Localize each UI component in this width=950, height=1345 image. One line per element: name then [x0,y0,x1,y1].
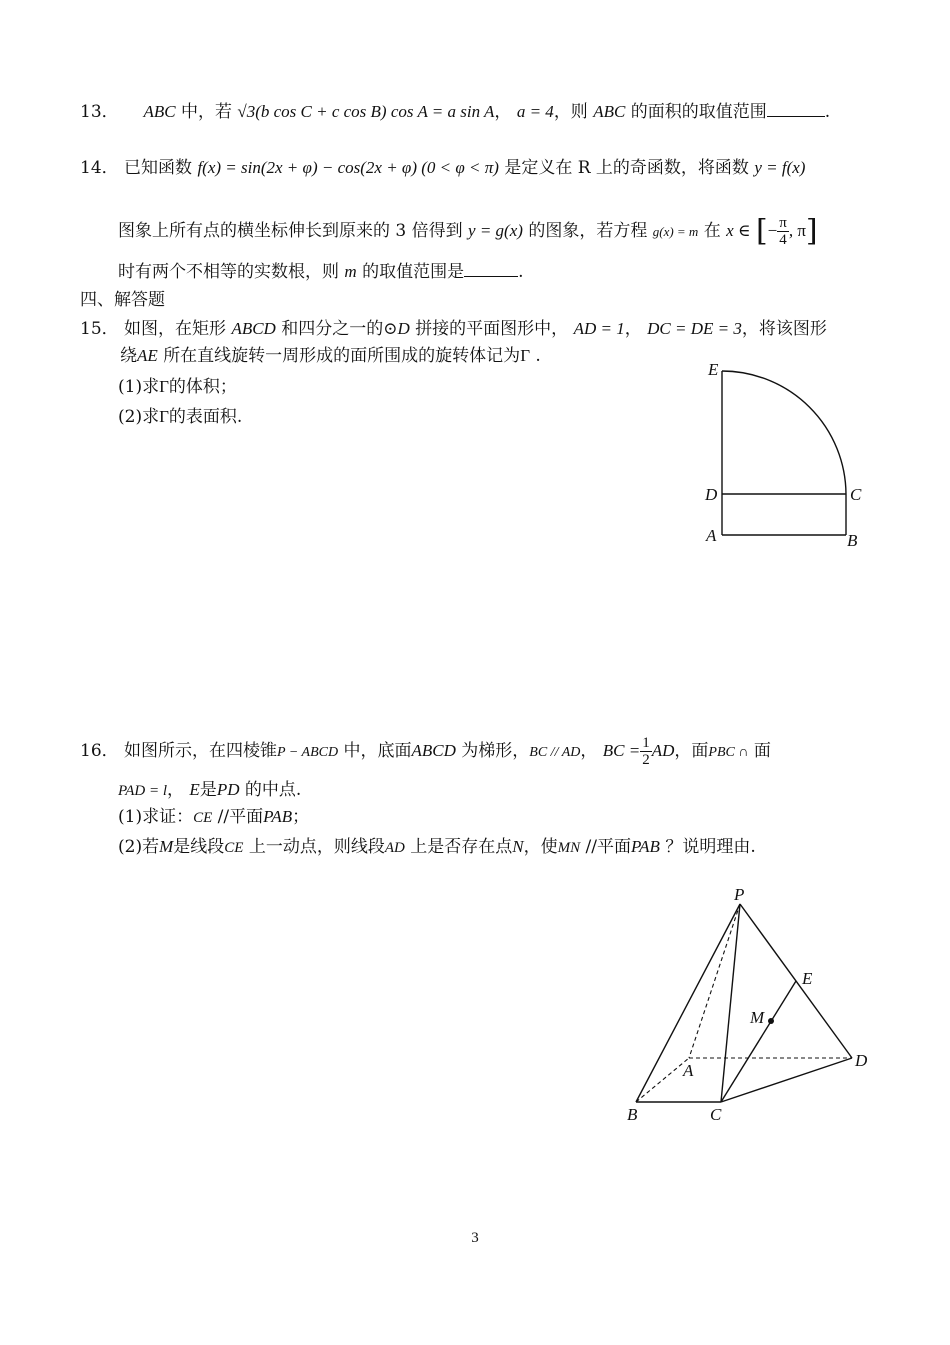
fraction-one-half [640,735,652,768]
math-gamma: Γ [159,407,169,426]
question-text: 如图所示，在四棱锥 [124,741,278,761]
math-gx-m: g(x) = m [652,224,699,239]
punctuation: . [535,346,541,366]
math-bc-parallel-ad: BC // AD [529,745,581,760]
label-d: D [855,1051,868,1070]
math-equation: √3(b cos C + c cos B) cos A = a sin A [237,102,495,121]
question-number: 13． [80,102,119,122]
math-abcd: ABCD [411,741,456,760]
fraction-pi-over-4 [777,215,789,248]
edge-ba-hidden [636,1058,689,1102]
question-text: 如图，在矩形 [124,319,227,339]
label-p: P [734,885,745,904]
math-bc-equals: BC = [602,741,641,760]
question-16-part-1 [118,806,309,829]
question-13 [80,100,830,123]
math-ad: AD [384,840,405,856]
question-text: ，将该图形 [741,319,827,339]
question-text: 的体积； [168,377,237,397]
fraction-numerator: 1 [642,735,650,751]
question-text: 面 [753,741,771,761]
label-a: A [683,1061,694,1080]
question-text: //平面 [585,837,631,857]
math-triangle-abc: ABC [143,102,176,121]
punctuation: ； [292,807,310,827]
math-y-fx: y = f(x) [754,158,806,177]
edge-cd [721,1058,852,1102]
arc-ec [722,371,846,494]
question-text: 在 [703,221,721,241]
math-a-value: a = 4 [516,102,554,121]
question-16-part-2 [118,836,756,859]
math-e: E [189,780,200,799]
answer-blank [767,100,825,117]
question-text: 是 [199,780,217,800]
question-14-line-2 [118,215,818,248]
question-15-part-1 [118,376,237,398]
math-ae: AE [137,346,158,365]
math-n: N [512,837,524,856]
question-text: //平面 [217,807,264,827]
math-mn: MN [557,840,581,856]
point-m [768,1018,774,1024]
punctuation: ， [580,741,598,761]
question-text: 拼接的平面图形中， [415,319,569,339]
math-pbc-cap: PBC ∩ [708,745,749,760]
bracket-left: [ [755,213,768,249]
math-pab: PAB [263,807,293,826]
question-text: 为梯形， [461,741,530,761]
question-text: 所在直线旋转一周形成的面所围成的旋转体记为 [163,346,521,366]
question-16-line-2 [118,779,301,802]
label-e: E [802,969,813,988]
label-b: B [847,531,858,550]
math-function-f: f(x) = sin(2x + φ) − cos(2x + φ) (0 < φ < π) [197,158,499,177]
math-x-in: x ∈ [726,221,751,240]
label-b: B [627,1105,638,1124]
punctuation: ， [494,102,512,122]
question-text: 的取值范围是 [362,262,465,282]
label-c: C [850,485,862,504]
question-text: 图象上所有点的横坐标伸长到原来的 3 倍得到 [118,221,463,241]
question-number: 14． [80,158,119,178]
label-a: A [706,526,717,545]
question-text: 和四分之一的 [281,319,384,339]
question-text: ？说明理由. [665,837,756,857]
math-ce: CE [193,810,213,826]
question-text: 时有两个不相等的实数根，则 [118,262,339,282]
question-15-part-2 [118,406,242,428]
math-y-gx: y = g(x) [468,221,523,240]
punctuation: ， [167,780,185,800]
question-text: 已知函数 [124,158,193,178]
question-text: 是线段 [173,837,225,857]
math-abcd: ABCD [231,319,276,338]
fraction-denominator: 4 [779,232,787,248]
math-m: M [159,837,174,856]
question-14-line-1 [80,157,805,179]
question-text: ，则 [553,102,588,122]
fraction-denominator: 2 [642,752,650,768]
label-d: D [705,485,718,504]
answer-blank [464,260,518,277]
math-ad: AD [651,741,675,760]
punctuation: . [518,262,524,282]
question-number: 16． [80,741,119,761]
math-pab: PAB [630,837,660,856]
question-15-line-2 [120,345,541,367]
question-text: 中，底面 [343,741,412,761]
figure-15 [690,350,880,560]
question-16-line-1 [80,735,771,768]
question-text: ，使 [523,837,558,857]
math-gamma: Γ [159,377,169,396]
question-text: (1)求证： [118,807,194,827]
question-14-line-3 [118,260,524,283]
math-pad-l: PAD = l [118,783,168,799]
math-ce: CE [224,840,244,856]
question-text: 的表面积. [168,407,243,427]
question-text: 的面积的取值范围 [630,102,767,122]
question-number: 15． [80,319,119,339]
math-dc-de: DC = DE = 3 [647,319,742,338]
section-heading: 四、解答题 [80,290,165,310]
math-pd: PD [216,780,240,799]
math-m: m [344,262,357,281]
punctuation: . [824,102,831,122]
math-triangle-abc: ABC [593,102,626,121]
punctuation: ， [624,319,642,339]
math-gamma: Γ [520,346,531,365]
figure-16 [620,880,890,1130]
edge-ce [721,981,796,1102]
label-m: M [750,1008,765,1027]
label-e: E [708,360,719,379]
question-15-line-1 [80,318,827,340]
fraction-numerator: π [779,215,787,231]
question-text: 的中点. [244,780,302,800]
question-text: 上一动点，则线段 [248,837,385,857]
question-text: (2)求 [118,407,160,427]
question-text: 是定义在 R 上的奇函数，将函数 [504,158,749,178]
question-text: 中，若 [180,102,232,122]
math-ad: AD = 1 [573,319,625,338]
math-pyramid: P − ABCD [277,745,339,760]
question-text: 的图象，若方程 [528,221,648,241]
question-text: ，面 [674,741,709,761]
math-circle-d: ⊙D [383,319,410,338]
math-minus: − [767,221,778,240]
bracket-right: ] [805,213,818,249]
page-number: 3 [471,1230,479,1246]
question-text: (2)若 [118,837,160,857]
math-pi: , π [788,221,806,240]
question-text: 上是否存在点 [410,837,513,857]
question-text: (1)求 [118,377,160,397]
label-c: C [710,1105,722,1124]
question-text: 绕 [120,346,137,366]
